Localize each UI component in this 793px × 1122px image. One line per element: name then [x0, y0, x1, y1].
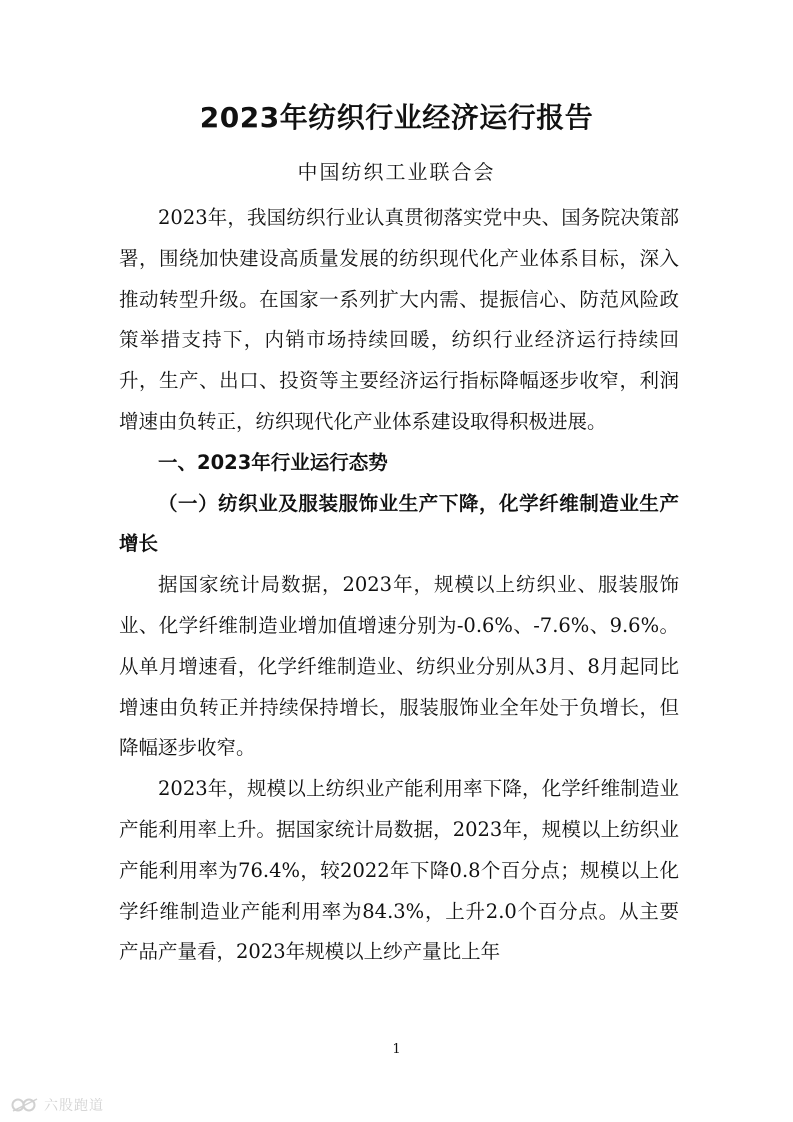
body-paragraph: 2023年，规模以上纺织业产能利用率下降，化学纤维制造业产能利用率上升。据国家统计局数据，2023年，规模以上纺织业产能利用率为76.4%，较2022年下降0.8个百分点；规模以上化学纤维制造业产能利用率为84.3%，上升2.0个百分点。从主要产品产量看，2023年规模以上纱产量比上年: [119, 777, 679, 964]
watermark: [10, 1095, 104, 1115]
body-paragraph: 据国家统计局数据，2023年，规模以上纺织业、服装服饰业、化学纤维制造业增加值增速分别为-0.6%、-7.6%、9.6%。从单月增速看，化学纤维制造业、纺织业分别从3月、8月起同比增速由负转正并持续保持增长，服装服饰业全年处于负增长，但降幅逐步收窄。: [119, 573, 679, 760]
watermark-logo-icon: [10, 1097, 40, 1113]
document-title: 2023年纺织行业经济运行报告: [199, 101, 594, 134]
intro-paragraph: 2023年，我国纺织行业认真贯彻落实党中央、国务院决策部署，围绕加快建设高质量发展的纺织现代化产业体系目标，深入推动转型升级。在国家一系列扩大内需、提振信心、防范风险政策举措支持下，内销市场持续回暖，纺织行业经济运行持续回升，生产、出口、投资等主要经济运行指标降幅逐步收窄，利润增速由负转正，纺织现代化产业体系建设取得积极进展。: [119, 206, 679, 433]
document-body: [119, 198, 679, 973]
watermark-text: 六股跑道: [44, 1098, 104, 1114]
document-author: 中国纺织工业联合会: [297, 160, 496, 184]
page-number: 1: [392, 1042, 401, 1057]
subsection-heading: （一）纺织业及服装服饰业生产下降，化学纤维制造业生产增长: [119, 491, 679, 556]
section-heading: 一、2023年行业运行态势: [158, 450, 388, 474]
